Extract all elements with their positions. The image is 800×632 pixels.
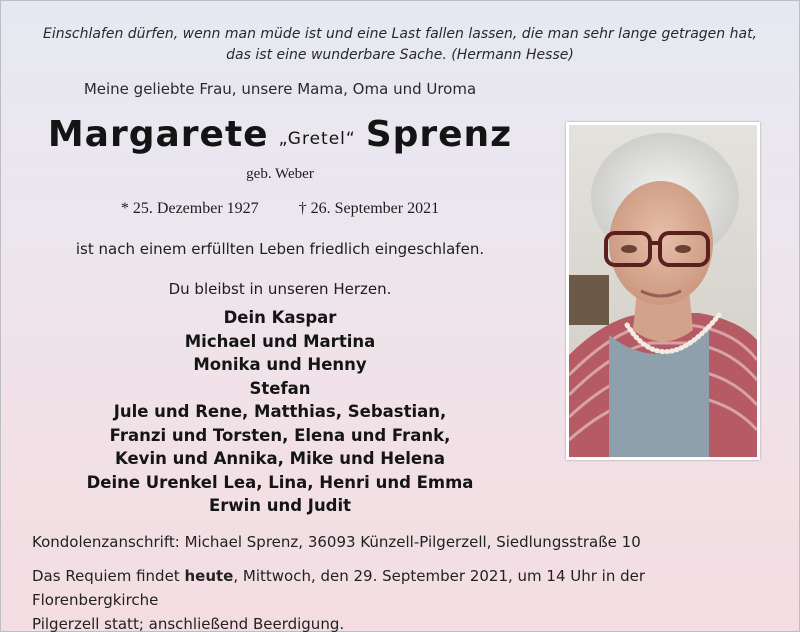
life-dates (20, 200, 540, 218)
mourner-line: Franzi und Torsten, Elena und Frank, (109, 425, 451, 445)
memory-text: Du bleibst in unseren Herzen. (168, 280, 392, 298)
birth-date: * 25. Dezember 1927 (120, 200, 259, 217)
requiem-emphasis: heute (184, 567, 234, 585)
requiem-info (32, 564, 772, 632)
requiem-text-start: Das Requiem findet (32, 567, 185, 585)
quote-line-2: das ist eine wunderbare Sache. (Hermann Hesse) (226, 47, 574, 63)
intro-text: Meine geliebte Frau, unsere Mama, Oma und Uroma (83, 80, 477, 98)
mourner-line: Stefan (249, 378, 311, 398)
mourner-line: Erwin und Judit (208, 496, 352, 515)
passed-text: ist nach einem erfüllten Leben friedlich eingeschlafen. (75, 240, 485, 258)
requiem-line-1 (32, 564, 772, 612)
condolence-address: Kondolenzanschrift: Michael Sprenz, 36093 Künzell-Pilgerzell, Siedlungsstraße 10 (32, 533, 641, 551)
mourner-line: Dein Kaspar (223, 308, 337, 327)
quote-line-1: Einschlafen dürfen, wenn man müde ist und eine Last fallen lassen, die man sehr lange getragen hat, (42, 26, 758, 42)
nickname: „Gretel“ (278, 129, 356, 149)
death-date: † 26. September 2021 (298, 200, 440, 217)
deceased-name (20, 108, 540, 162)
birth-name: geb. Weber (246, 166, 314, 182)
mourner-line: Deine Urenkel Lea, Lina, Henri und Emma (86, 472, 474, 492)
mourners-list (20, 306, 540, 518)
last-name: Sprenz (365, 114, 513, 155)
mourner-line: Michael und Martina (184, 331, 376, 351)
mourner-line: Kevin und Annika, Mike und Helena (115, 449, 445, 468)
requiem-line-2: Pilgerzell statt; anschließend Beerdigung. (32, 615, 345, 632)
first-name: Margarete (47, 114, 269, 155)
mourner-line: Monika und Henny (193, 355, 367, 374)
mourner-line: Jule und Rene, Matthias, Sebastian, (113, 402, 447, 421)
quote (40, 24, 760, 66)
portrait-photo (566, 122, 760, 460)
requiem-text-end: , Mittwoch, den 29. September 2021, um 14 Uhr in der Florenbergkirche (32, 567, 646, 609)
